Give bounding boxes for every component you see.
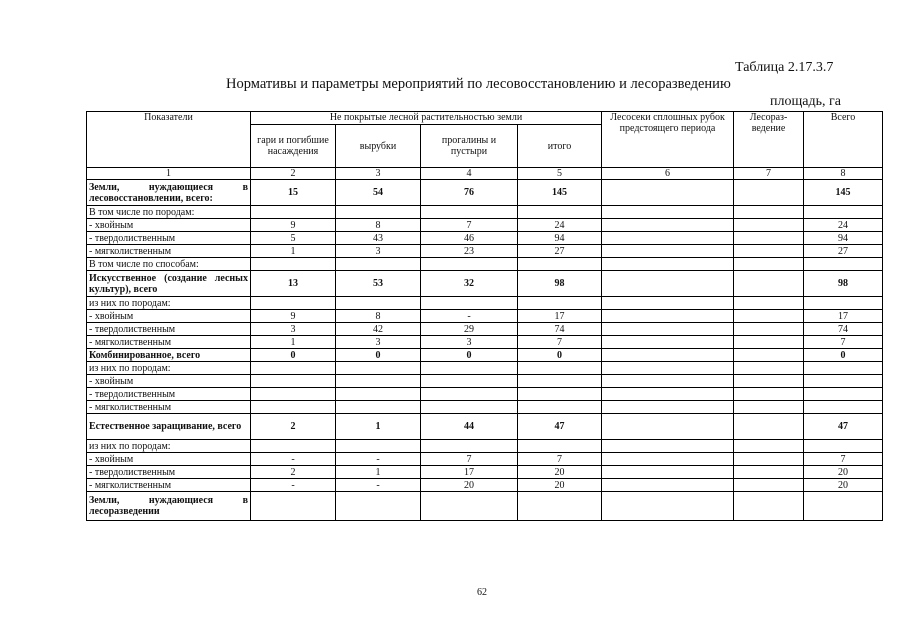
cell-value: - [421, 310, 518, 323]
table-row [87, 206, 883, 219]
header-burnt: гари и погибшие насаждения [251, 125, 336, 168]
cell-value: 74 [804, 323, 883, 336]
cell-value [804, 492, 883, 521]
cell-value [518, 440, 602, 453]
cell-value [251, 375, 336, 388]
row-label: В том числе по способам: [87, 258, 251, 271]
header-indicators: Показатели [87, 112, 251, 168]
table-title: Нормативы и параметры мероприятий по лесовосстановлению и лесоразведению [226, 76, 731, 92]
cell-value: 145 [804, 180, 883, 206]
row-label: - мягколиственным [87, 401, 251, 414]
cell-value: 17 [804, 310, 883, 323]
cell-value [734, 258, 804, 271]
cell-value [734, 401, 804, 414]
table-row [87, 375, 883, 388]
col-number: 3 [336, 168, 421, 180]
cell-value: 53 [336, 271, 421, 297]
row-label: - хвойным [87, 219, 251, 232]
cell-value [804, 258, 883, 271]
cell-value [421, 375, 518, 388]
cell-value [602, 297, 734, 310]
cell-value [734, 297, 804, 310]
row-label: - твердолиственным [87, 232, 251, 245]
cell-value [518, 297, 602, 310]
cell-value [734, 310, 804, 323]
cell-value [336, 492, 421, 521]
row-label: - мягколиственным [87, 479, 251, 492]
cell-value [602, 466, 734, 479]
cell-value: 1 [251, 336, 336, 349]
cell-value [336, 375, 421, 388]
cell-value: - [336, 479, 421, 492]
cell-value [734, 479, 804, 492]
cell-value: 0 [421, 349, 518, 362]
table-row [87, 492, 883, 521]
cell-value [421, 362, 518, 375]
cell-value [734, 336, 804, 349]
cell-value [602, 492, 734, 521]
cell-value [804, 375, 883, 388]
col-number: 4 [421, 168, 518, 180]
cell-value: 13 [251, 271, 336, 297]
row-label: - хвойным [87, 453, 251, 466]
cell-value: 32 [421, 271, 518, 297]
cell-value: 27 [804, 245, 883, 258]
table-row [87, 336, 883, 349]
header-group-uncovered: Не покрытые лесной растительностью земли [251, 112, 602, 125]
cell-value: 15 [251, 180, 336, 206]
cell-value [734, 219, 804, 232]
cell-value [602, 219, 734, 232]
cell-value [421, 258, 518, 271]
col-number: 1 [87, 168, 251, 180]
cell-value [518, 375, 602, 388]
cell-value: 27 [518, 245, 602, 258]
cell-value [421, 440, 518, 453]
cell-value: 47 [804, 414, 883, 440]
cell-value: 7 [804, 336, 883, 349]
cell-value: 23 [421, 245, 518, 258]
cell-value [602, 245, 734, 258]
cell-value [602, 479, 734, 492]
cell-value [804, 206, 883, 219]
cell-value [734, 453, 804, 466]
cell-value: 1 [336, 414, 421, 440]
row-label: из них по породам: [87, 440, 251, 453]
cell-value [734, 232, 804, 245]
cell-value [602, 388, 734, 401]
cell-value [336, 258, 421, 271]
cell-value [251, 297, 336, 310]
table-row [87, 440, 883, 453]
cell-value: 98 [518, 271, 602, 297]
table-row [87, 388, 883, 401]
cell-value: 44 [421, 414, 518, 440]
table-row [87, 414, 883, 440]
cell-value [602, 414, 734, 440]
row-label: Земли, нуждающиеся в лесовосстановлении, всего: [87, 180, 251, 206]
cell-value: 1 [336, 466, 421, 479]
cell-value [421, 388, 518, 401]
cell-value [734, 362, 804, 375]
cell-value [602, 271, 734, 297]
data-table [86, 111, 883, 521]
cell-value [336, 401, 421, 414]
page-number: 62 [477, 587, 487, 598]
table-row [87, 349, 883, 362]
cell-value: 74 [518, 323, 602, 336]
cell-value [804, 297, 883, 310]
cell-value [518, 388, 602, 401]
cell-value [336, 362, 421, 375]
cell-value [251, 401, 336, 414]
row-label: - хвойным [87, 310, 251, 323]
cell-value: - [251, 479, 336, 492]
cell-value [251, 440, 336, 453]
cell-value: 7 [804, 453, 883, 466]
cell-value [734, 245, 804, 258]
cell-value: 7 [421, 219, 518, 232]
units-label: площадь, га [770, 94, 841, 109]
cell-value [804, 440, 883, 453]
cell-value [602, 206, 734, 219]
table-row [87, 401, 883, 414]
cell-value: 20 [518, 466, 602, 479]
row-label: Искусственное (создание лесных культур), всего [87, 271, 251, 297]
col-number: 5 [518, 168, 602, 180]
cell-value: - [251, 453, 336, 466]
cell-value [518, 492, 602, 521]
cell-value: 7 [421, 453, 518, 466]
table-row [87, 323, 883, 336]
table-row [87, 297, 883, 310]
header-subtotal: итого [518, 125, 602, 168]
cell-value [336, 388, 421, 401]
cell-value: 98 [804, 271, 883, 297]
row-label: - твердолиственным [87, 323, 251, 336]
cell-value: 20 [518, 479, 602, 492]
cell-value: 0 [251, 349, 336, 362]
cell-value: 0 [336, 349, 421, 362]
cell-value [804, 401, 883, 414]
cell-value [251, 492, 336, 521]
cell-value: 2 [251, 466, 336, 479]
cell-value: 20 [804, 479, 883, 492]
cell-value: - [336, 453, 421, 466]
cell-value: 24 [804, 219, 883, 232]
row-label: - мягколиственным [87, 245, 251, 258]
cell-value [251, 206, 336, 219]
header-clearcuts: Лесосеки сплошных рубок предстоящего периода [602, 112, 734, 168]
cell-value: 29 [421, 323, 518, 336]
row-label: из них по породам: [87, 362, 251, 375]
row-label: Комбинированное, всего [87, 349, 251, 362]
cell-value [734, 466, 804, 479]
cell-value [734, 375, 804, 388]
cell-value [804, 362, 883, 375]
cell-value [602, 349, 734, 362]
row-label: - твердолиственным [87, 466, 251, 479]
table-number: Таблица 2.17.3.7 [735, 60, 834, 75]
cell-value: 54 [336, 180, 421, 206]
cell-value: 8 [336, 310, 421, 323]
cell-value: 3 [251, 323, 336, 336]
cell-value [518, 401, 602, 414]
table-row [87, 258, 883, 271]
cell-value [734, 414, 804, 440]
cell-value: 3 [336, 336, 421, 349]
cell-value [734, 492, 804, 521]
cell-value [421, 492, 518, 521]
row-label: Земли, нуждающиеся в лесоразведении [87, 492, 251, 521]
cell-value: 20 [804, 466, 883, 479]
cell-value: 42 [336, 323, 421, 336]
table-row [87, 180, 883, 206]
header-clearings: вырубки [336, 125, 421, 168]
cell-value [602, 440, 734, 453]
cell-value [602, 180, 734, 206]
cell-value [602, 375, 734, 388]
cell-value: 0 [804, 349, 883, 362]
header-total: Всего [804, 112, 883, 168]
cell-value [734, 323, 804, 336]
cell-value [336, 297, 421, 310]
cell-value [602, 232, 734, 245]
table-row [87, 232, 883, 245]
header-glades: прогалины и пустыри [421, 125, 518, 168]
table-body [87, 180, 883, 521]
cell-value [734, 440, 804, 453]
row-label: - мягколиственным [87, 336, 251, 349]
cell-value [734, 349, 804, 362]
cell-value [734, 180, 804, 206]
table-row [87, 453, 883, 466]
cell-value: 47 [518, 414, 602, 440]
cell-value: 24 [518, 219, 602, 232]
cell-value [518, 362, 602, 375]
cell-value: 76 [421, 180, 518, 206]
cell-value: 0 [518, 349, 602, 362]
cell-value: 43 [336, 232, 421, 245]
cell-value: 1 [251, 245, 336, 258]
cell-value [734, 271, 804, 297]
table-row [87, 362, 883, 375]
cell-value [518, 258, 602, 271]
cell-value: 17 [421, 466, 518, 479]
cell-value [602, 401, 734, 414]
cell-value [602, 336, 734, 349]
cell-value [251, 362, 336, 375]
cell-value: 9 [251, 219, 336, 232]
cell-value: 2 [251, 414, 336, 440]
cell-value: 94 [804, 232, 883, 245]
cell-value [421, 401, 518, 414]
cell-value [336, 440, 421, 453]
cell-value: 20 [421, 479, 518, 492]
cell-value [251, 258, 336, 271]
col-number: 2 [251, 168, 336, 180]
cell-value [251, 388, 336, 401]
table-row [87, 271, 883, 297]
table-row [87, 219, 883, 232]
cell-value [602, 323, 734, 336]
cell-value: 3 [421, 336, 518, 349]
cell-value: 145 [518, 180, 602, 206]
header-afforestation: Лесораз-ведение [734, 112, 804, 168]
cell-value: 17 [518, 310, 602, 323]
cell-value: 94 [518, 232, 602, 245]
cell-value: 9 [251, 310, 336, 323]
row-label: - хвойным [87, 375, 251, 388]
table-row [87, 310, 883, 323]
cell-value [421, 206, 518, 219]
row-label: из них по породам: [87, 297, 251, 310]
cell-value: 3 [336, 245, 421, 258]
row-label: В том числе по породам: [87, 206, 251, 219]
table-row [87, 479, 883, 492]
row-label: - твердолиственным [87, 388, 251, 401]
table-row [87, 245, 883, 258]
col-number: 7 [734, 168, 804, 180]
col-number: 8 [804, 168, 883, 180]
cell-value: 7 [518, 336, 602, 349]
cell-value: 5 [251, 232, 336, 245]
cell-value [421, 297, 518, 310]
row-label: Естественное заращивание, всего [87, 414, 251, 440]
cell-value [336, 206, 421, 219]
cell-value [602, 310, 734, 323]
cell-value: 8 [336, 219, 421, 232]
cell-value [518, 206, 602, 219]
cell-value [734, 388, 804, 401]
cell-value: 7 [518, 453, 602, 466]
cell-value [804, 388, 883, 401]
cell-value [602, 362, 734, 375]
cell-value [602, 258, 734, 271]
cell-value [602, 453, 734, 466]
cell-value [734, 206, 804, 219]
cell-value: 46 [421, 232, 518, 245]
col-number: 6 [602, 168, 734, 180]
table-row [87, 466, 883, 479]
